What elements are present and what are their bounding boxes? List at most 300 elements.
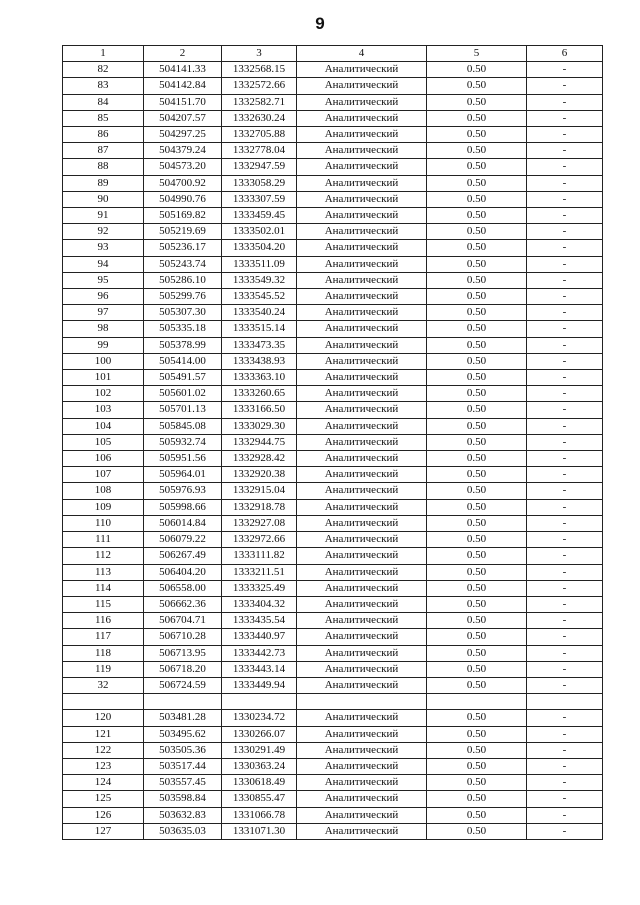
- table-row: [63, 710, 603, 726]
- note-cell: -: [527, 548, 603, 564]
- method-cell: Аналитический: [297, 434, 427, 450]
- method-cell: Аналитический: [297, 110, 427, 126]
- point-number-cell: [63, 694, 144, 710]
- note-cell: -: [527, 580, 603, 596]
- table-body: [63, 46, 603, 840]
- accuracy-cell: 0.50: [427, 613, 527, 629]
- x-coordinate-cell: 505932.74: [144, 434, 222, 450]
- y-coordinate-cell: 1333211.51: [222, 564, 297, 580]
- accuracy-cell: 0.50: [427, 451, 527, 467]
- accuracy-cell: 0.50: [427, 758, 527, 774]
- accuracy-cell: 0.50: [427, 208, 527, 224]
- point-number-cell: 115: [63, 596, 144, 612]
- note-cell: -: [527, 321, 603, 337]
- table-row: [63, 256, 603, 272]
- table-row: [63, 386, 603, 402]
- note-cell: -: [527, 240, 603, 256]
- method-cell: Аналитический: [297, 370, 427, 386]
- note-cell: -: [527, 515, 603, 531]
- table-row: [63, 305, 603, 321]
- point-number-cell: 85: [63, 110, 144, 126]
- x-coordinate-cell: 504573.20: [144, 159, 222, 175]
- accuracy-cell: 0.50: [427, 175, 527, 191]
- header-cell: 1: [63, 46, 144, 62]
- point-number-cell: 117: [63, 629, 144, 645]
- note-cell: [527, 694, 603, 710]
- header-cell: 2: [144, 46, 222, 62]
- y-coordinate-cell: 1330234.72: [222, 710, 297, 726]
- x-coordinate-cell: 505998.66: [144, 499, 222, 515]
- x-coordinate-cell: 504990.76: [144, 191, 222, 207]
- accuracy-cell: 0.50: [427, 386, 527, 402]
- method-cell: Аналитический: [297, 175, 427, 191]
- method-cell: Аналитический: [297, 321, 427, 337]
- x-coordinate-cell: 505976.93: [144, 483, 222, 499]
- note-cell: -: [527, 629, 603, 645]
- table-row: [63, 467, 603, 483]
- method-cell: Аналитический: [297, 305, 427, 321]
- y-coordinate-cell: 1332778.04: [222, 143, 297, 159]
- note-cell: -: [527, 191, 603, 207]
- table-row: [63, 240, 603, 256]
- point-number-cell: 112: [63, 548, 144, 564]
- note-cell: -: [527, 823, 603, 839]
- table-row: [63, 434, 603, 450]
- method-cell: Аналитический: [297, 564, 427, 580]
- point-number-cell: 83: [63, 78, 144, 94]
- method-cell: Аналитический: [297, 191, 427, 207]
- y-coordinate-cell: 1333511.09: [222, 256, 297, 272]
- accuracy-cell: 0.50: [427, 224, 527, 240]
- method-cell: Аналитический: [297, 677, 427, 693]
- y-coordinate-cell: 1330291.49: [222, 742, 297, 758]
- y-coordinate-cell: 1332915.04: [222, 483, 297, 499]
- method-cell: Аналитический: [297, 742, 427, 758]
- note-cell: -: [527, 272, 603, 288]
- point-number-cell: 92: [63, 224, 144, 240]
- table-row: [63, 143, 603, 159]
- method-cell: Аналитический: [297, 613, 427, 629]
- point-number-cell: 82: [63, 62, 144, 78]
- header-cell: 3: [222, 46, 297, 62]
- accuracy-cell: 0.50: [427, 256, 527, 272]
- y-coordinate-cell: 1333325.49: [222, 580, 297, 596]
- y-coordinate-cell: 1333029.30: [222, 418, 297, 434]
- x-coordinate-cell: 503517.44: [144, 758, 222, 774]
- accuracy-cell: 0.50: [427, 726, 527, 742]
- note-cell: -: [527, 661, 603, 677]
- table-row: [63, 532, 603, 548]
- table-row: [63, 758, 603, 774]
- point-number-cell: 122: [63, 742, 144, 758]
- accuracy-cell: 0.50: [427, 564, 527, 580]
- accuracy-cell: 0.50: [427, 418, 527, 434]
- accuracy-cell: 0.50: [427, 467, 527, 483]
- y-coordinate-cell: 1333435.54: [222, 613, 297, 629]
- x-coordinate-cell: 506404.20: [144, 564, 222, 580]
- accuracy-cell: 0.50: [427, 402, 527, 418]
- x-coordinate-cell: 505243.74: [144, 256, 222, 272]
- x-coordinate-cell: 505414.00: [144, 353, 222, 369]
- note-cell: -: [527, 110, 603, 126]
- x-coordinate-cell: 505964.01: [144, 467, 222, 483]
- accuracy-cell: 0.50: [427, 110, 527, 126]
- table-row: [63, 127, 603, 143]
- header-cell: 4: [297, 46, 427, 62]
- y-coordinate-cell: 1333443.14: [222, 661, 297, 677]
- table-row: [63, 791, 603, 807]
- y-coordinate-cell: 1330855.47: [222, 791, 297, 807]
- point-number-cell: 88: [63, 159, 144, 175]
- table-row: [63, 564, 603, 580]
- table-row: [63, 677, 603, 693]
- accuracy-cell: 0.50: [427, 580, 527, 596]
- point-number-cell: 105: [63, 434, 144, 450]
- accuracy-cell: 0.50: [427, 321, 527, 337]
- y-coordinate-cell: 1332947.59: [222, 159, 297, 175]
- page-number: 9: [315, 14, 325, 33]
- table-row: [63, 353, 603, 369]
- y-coordinate-cell: 1333504.20: [222, 240, 297, 256]
- y-coordinate-cell: 1333449.94: [222, 677, 297, 693]
- note-cell: -: [527, 402, 603, 418]
- table-row: [63, 499, 603, 515]
- accuracy-cell: 0.50: [427, 775, 527, 791]
- method-cell: Аналитический: [297, 661, 427, 677]
- point-number-cell: 107: [63, 467, 144, 483]
- table-row: [63, 596, 603, 612]
- point-number-cell: 100: [63, 353, 144, 369]
- table-row: [63, 418, 603, 434]
- note-cell: -: [527, 742, 603, 758]
- x-coordinate-cell: 505286.10: [144, 272, 222, 288]
- x-coordinate-cell: 504297.25: [144, 127, 222, 143]
- accuracy-cell: 0.50: [427, 791, 527, 807]
- x-coordinate-cell: 503481.28: [144, 710, 222, 726]
- note-cell: -: [527, 467, 603, 483]
- method-cell: Аналитический: [297, 159, 427, 175]
- x-coordinate-cell: 503505.36: [144, 742, 222, 758]
- accuracy-cell: 0.50: [427, 127, 527, 143]
- note-cell: -: [527, 94, 603, 110]
- x-coordinate-cell: 505491.57: [144, 370, 222, 386]
- point-number-cell: 108: [63, 483, 144, 499]
- accuracy-cell: 0.50: [427, 807, 527, 823]
- table-row: [63, 661, 603, 677]
- x-coordinate-cell: 503495.62: [144, 726, 222, 742]
- table-row: [63, 742, 603, 758]
- table-row: [63, 645, 603, 661]
- table-row: [63, 451, 603, 467]
- note-cell: -: [527, 159, 603, 175]
- method-cell: Аналитический: [297, 499, 427, 515]
- note-cell: -: [527, 289, 603, 305]
- accuracy-cell: 0.50: [427, 823, 527, 839]
- method-cell: Аналитический: [297, 467, 427, 483]
- accuracy-cell: 0.50: [427, 337, 527, 353]
- note-cell: -: [527, 726, 603, 742]
- x-coordinate-cell: 503598.84: [144, 791, 222, 807]
- method-cell: Аналитический: [297, 758, 427, 774]
- point-number-cell: 86: [63, 127, 144, 143]
- table-row: [63, 191, 603, 207]
- note-cell: -: [527, 532, 603, 548]
- y-coordinate-cell: 1330363.24: [222, 758, 297, 774]
- accuracy-cell: 0.50: [427, 240, 527, 256]
- point-number-cell: 97: [63, 305, 144, 321]
- accuracy-cell: 0.50: [427, 483, 527, 499]
- table-row: [63, 224, 603, 240]
- y-coordinate-cell: 1330266.07: [222, 726, 297, 742]
- method-cell: Аналитический: [297, 596, 427, 612]
- table-row: [63, 159, 603, 175]
- method-cell: Аналитический: [297, 127, 427, 143]
- table-row: [63, 289, 603, 305]
- x-coordinate-cell: 505299.76: [144, 289, 222, 305]
- point-number-cell: 109: [63, 499, 144, 515]
- table-row: [63, 208, 603, 224]
- note-cell: -: [527, 451, 603, 467]
- method-cell: Аналитический: [297, 451, 427, 467]
- y-coordinate-cell: 1333545.52: [222, 289, 297, 305]
- accuracy-cell: 0.50: [427, 272, 527, 288]
- y-coordinate-cell: [222, 694, 297, 710]
- note-cell: -: [527, 353, 603, 369]
- accuracy-cell: 0.50: [427, 596, 527, 612]
- accuracy-cell: 0.50: [427, 305, 527, 321]
- note-cell: -: [527, 370, 603, 386]
- point-number-cell: 127: [63, 823, 144, 839]
- accuracy-cell: 0.50: [427, 159, 527, 175]
- point-number-cell: 93: [63, 240, 144, 256]
- point-number-cell: 104: [63, 418, 144, 434]
- y-coordinate-cell: 1332920.38: [222, 467, 297, 483]
- y-coordinate-cell: 1332972.66: [222, 532, 297, 548]
- y-coordinate-cell: 1331071.30: [222, 823, 297, 839]
- y-coordinate-cell: 1333111.82: [222, 548, 297, 564]
- method-cell: Аналитический: [297, 240, 427, 256]
- x-coordinate-cell: 506014.84: [144, 515, 222, 531]
- y-coordinate-cell: 1332582.71: [222, 94, 297, 110]
- x-coordinate-cell: [144, 694, 222, 710]
- table-row: [63, 775, 603, 791]
- table-row: [63, 175, 603, 191]
- note-cell: -: [527, 127, 603, 143]
- x-coordinate-cell: 505845.08: [144, 418, 222, 434]
- note-cell: -: [527, 791, 603, 807]
- note-cell: -: [527, 143, 603, 159]
- note-cell: -: [527, 305, 603, 321]
- point-number-cell: 89: [63, 175, 144, 191]
- coordinates-table: [62, 45, 603, 840]
- point-number-cell: 116: [63, 613, 144, 629]
- x-coordinate-cell: 505701.13: [144, 402, 222, 418]
- table-row: [63, 807, 603, 823]
- x-coordinate-cell: 504141.33: [144, 62, 222, 78]
- point-number-cell: 110: [63, 515, 144, 531]
- method-cell: Аналитический: [297, 386, 427, 402]
- y-coordinate-cell: 1331066.78: [222, 807, 297, 823]
- x-coordinate-cell: 505601.02: [144, 386, 222, 402]
- method-cell: Аналитический: [297, 629, 427, 645]
- table-row: [63, 483, 603, 499]
- note-cell: -: [527, 710, 603, 726]
- note-cell: -: [527, 677, 603, 693]
- x-coordinate-cell: 505236.17: [144, 240, 222, 256]
- method-cell: Аналитический: [297, 532, 427, 548]
- point-number-cell: 32: [63, 677, 144, 693]
- method-cell: Аналитический: [297, 823, 427, 839]
- point-number-cell: 125: [63, 791, 144, 807]
- method-cell: Аналитический: [297, 580, 427, 596]
- table-row: [63, 580, 603, 596]
- table-row: [63, 726, 603, 742]
- accuracy-cell: [427, 694, 527, 710]
- method-cell: [297, 694, 427, 710]
- point-number-cell: 118: [63, 645, 144, 661]
- table-row: [63, 272, 603, 288]
- x-coordinate-cell: 504700.92: [144, 175, 222, 191]
- note-cell: -: [527, 807, 603, 823]
- x-coordinate-cell: 503557.45: [144, 775, 222, 791]
- x-coordinate-cell: 506079.22: [144, 532, 222, 548]
- point-number-cell: 91: [63, 208, 144, 224]
- x-coordinate-cell: 506267.49: [144, 548, 222, 564]
- y-coordinate-cell: 1333440.97: [222, 629, 297, 645]
- table-row: [63, 629, 603, 645]
- y-coordinate-cell: 1332927.08: [222, 515, 297, 531]
- method-cell: Аналитический: [297, 337, 427, 353]
- point-number-cell: 124: [63, 775, 144, 791]
- point-number-cell: 111: [63, 532, 144, 548]
- point-number-cell: 113: [63, 564, 144, 580]
- x-coordinate-cell: 506558.00: [144, 580, 222, 596]
- note-cell: -: [527, 224, 603, 240]
- accuracy-cell: 0.50: [427, 191, 527, 207]
- point-number-cell: 126: [63, 807, 144, 823]
- y-coordinate-cell: 1333260.65: [222, 386, 297, 402]
- accuracy-cell: 0.50: [427, 499, 527, 515]
- note-cell: -: [527, 499, 603, 515]
- accuracy-cell: 0.50: [427, 434, 527, 450]
- y-coordinate-cell: 1332918.78: [222, 499, 297, 515]
- y-coordinate-cell: 1333442.73: [222, 645, 297, 661]
- y-coordinate-cell: 1332572.66: [222, 78, 297, 94]
- note-cell: -: [527, 758, 603, 774]
- y-coordinate-cell: 1333166.50: [222, 402, 297, 418]
- table-row: [63, 337, 603, 353]
- method-cell: Аналитический: [297, 78, 427, 94]
- method-cell: Аналитический: [297, 645, 427, 661]
- note-cell: -: [527, 596, 603, 612]
- method-cell: Аналитический: [297, 418, 427, 434]
- point-number-cell: 84: [63, 94, 144, 110]
- x-coordinate-cell: 506718.20: [144, 661, 222, 677]
- note-cell: -: [527, 208, 603, 224]
- y-coordinate-cell: 1333515.14: [222, 321, 297, 337]
- accuracy-cell: 0.50: [427, 78, 527, 94]
- note-cell: -: [527, 386, 603, 402]
- header-cell: 5: [427, 46, 527, 62]
- table-header-row: [63, 46, 603, 62]
- point-number-cell: 114: [63, 580, 144, 596]
- y-coordinate-cell: 1333459.45: [222, 208, 297, 224]
- x-coordinate-cell: 506713.95: [144, 645, 222, 661]
- point-number-cell: 119: [63, 661, 144, 677]
- table-row: [63, 78, 603, 94]
- y-coordinate-cell: 1333473.35: [222, 337, 297, 353]
- x-coordinate-cell: 506724.59: [144, 677, 222, 693]
- accuracy-cell: 0.50: [427, 353, 527, 369]
- method-cell: Аналитический: [297, 483, 427, 499]
- point-number-cell: 87: [63, 143, 144, 159]
- x-coordinate-cell: 505378.99: [144, 337, 222, 353]
- point-number-cell: 106: [63, 451, 144, 467]
- accuracy-cell: 0.50: [427, 710, 527, 726]
- table-row: [63, 94, 603, 110]
- y-coordinate-cell: 1333058.29: [222, 175, 297, 191]
- point-number-cell: 120: [63, 710, 144, 726]
- note-cell: -: [527, 483, 603, 499]
- point-number-cell: 90: [63, 191, 144, 207]
- method-cell: Аналитический: [297, 289, 427, 305]
- x-coordinate-cell: 506704.71: [144, 613, 222, 629]
- method-cell: Аналитический: [297, 353, 427, 369]
- method-cell: Аналитический: [297, 726, 427, 742]
- x-coordinate-cell: 505307.30: [144, 305, 222, 321]
- x-coordinate-cell: 504142.84: [144, 78, 222, 94]
- accuracy-cell: 0.50: [427, 515, 527, 531]
- method-cell: Аналитический: [297, 791, 427, 807]
- table-row: [63, 515, 603, 531]
- table-row: [63, 110, 603, 126]
- table-row: [63, 548, 603, 564]
- y-coordinate-cell: 1333438.93: [222, 353, 297, 369]
- method-cell: Аналитический: [297, 256, 427, 272]
- accuracy-cell: 0.50: [427, 94, 527, 110]
- point-number-cell: 96: [63, 289, 144, 305]
- point-number-cell: 103: [63, 402, 144, 418]
- point-number-cell: 121: [63, 726, 144, 742]
- point-number-cell: 98: [63, 321, 144, 337]
- x-coordinate-cell: 504207.57: [144, 110, 222, 126]
- note-cell: -: [527, 645, 603, 661]
- x-coordinate-cell: 504379.24: [144, 143, 222, 159]
- note-cell: -: [527, 78, 603, 94]
- method-cell: Аналитический: [297, 62, 427, 78]
- method-cell: Аналитический: [297, 548, 427, 564]
- y-coordinate-cell: 1333549.32: [222, 272, 297, 288]
- method-cell: Аналитический: [297, 208, 427, 224]
- y-coordinate-cell: 1333307.59: [222, 191, 297, 207]
- method-cell: Аналитический: [297, 807, 427, 823]
- note-cell: -: [527, 256, 603, 272]
- x-coordinate-cell: 505335.18: [144, 321, 222, 337]
- y-coordinate-cell: 1333540.24: [222, 305, 297, 321]
- table-row: [63, 370, 603, 386]
- point-number-cell: 102: [63, 386, 144, 402]
- point-number-cell: 99: [63, 337, 144, 353]
- note-cell: -: [527, 62, 603, 78]
- method-cell: Аналитический: [297, 710, 427, 726]
- table-row: [63, 823, 603, 839]
- y-coordinate-cell: 1330618.49: [222, 775, 297, 791]
- y-coordinate-cell: 1332705.88: [222, 127, 297, 143]
- accuracy-cell: 0.50: [427, 62, 527, 78]
- accuracy-cell: 0.50: [427, 532, 527, 548]
- note-cell: -: [527, 434, 603, 450]
- y-coordinate-cell: 1332944.75: [222, 434, 297, 450]
